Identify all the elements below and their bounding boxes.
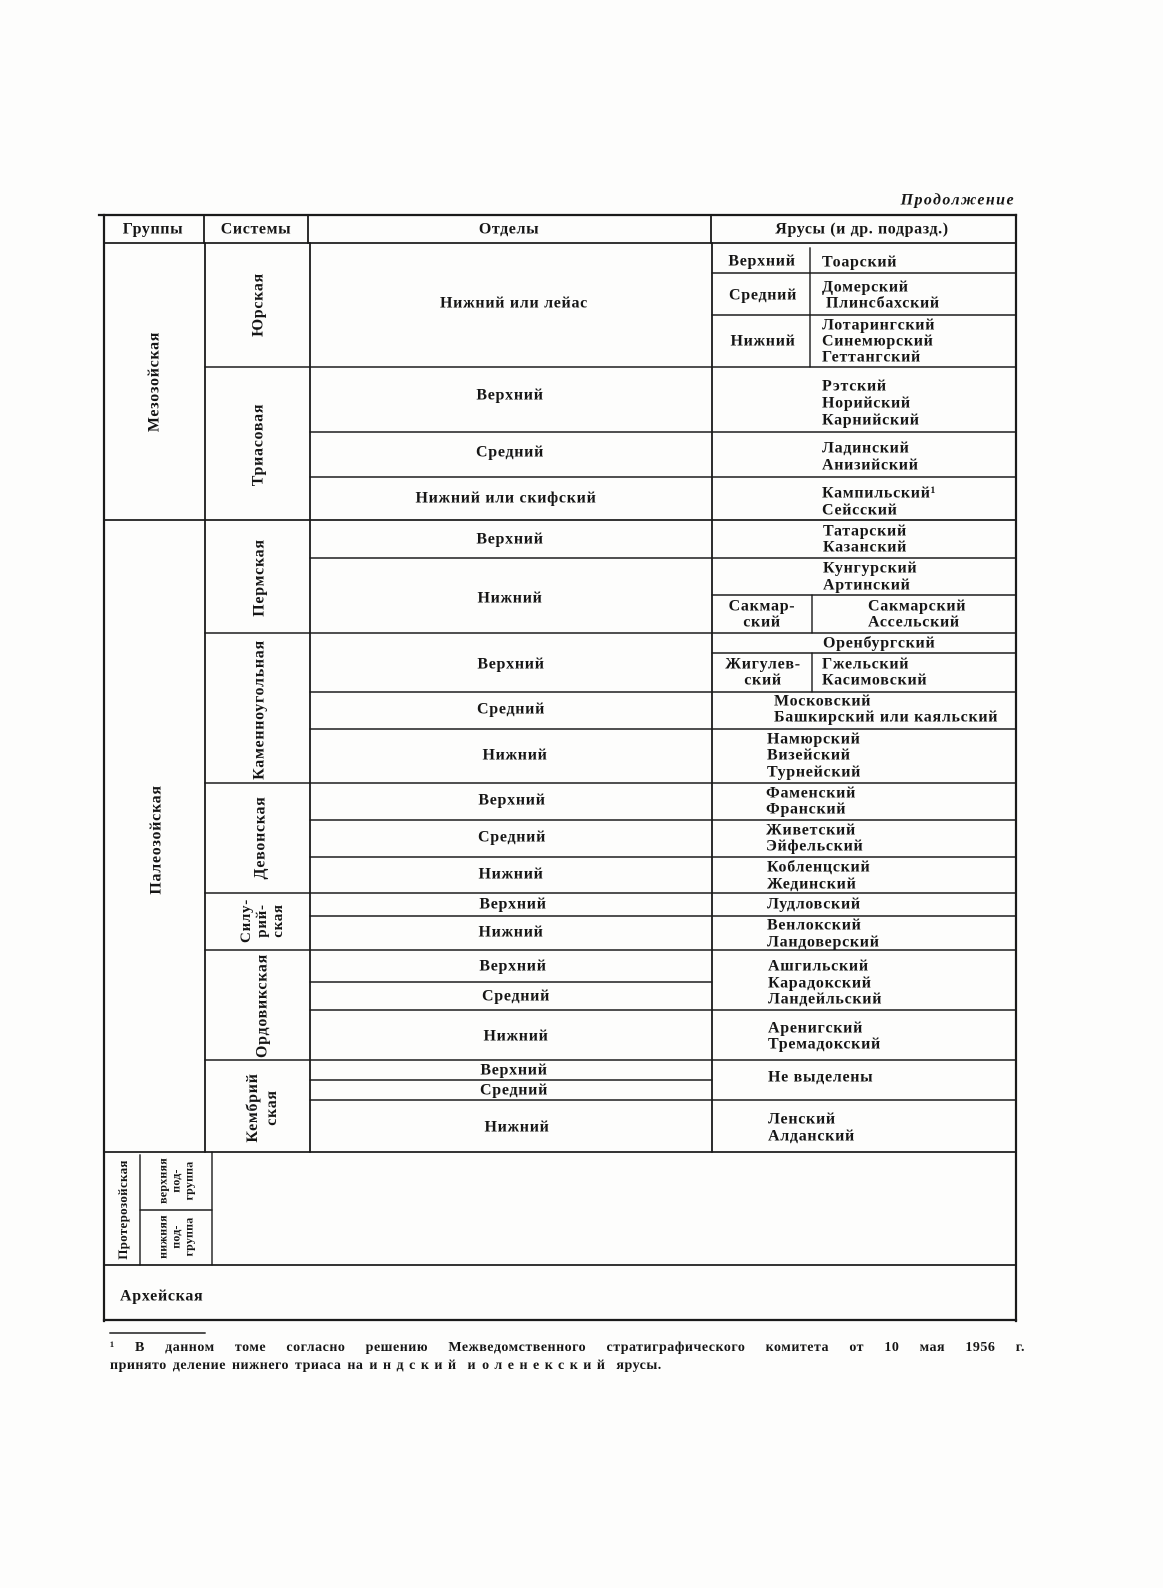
stage-name: Аренигский bbox=[768, 1019, 864, 1037]
division-jurassic-lower: Нижний или лейас bbox=[440, 294, 588, 312]
footnote-conjunction: и bbox=[461, 1358, 483, 1373]
division-ordovician-lower: Нижний bbox=[483, 1027, 549, 1045]
division-devonian-middle: Средний bbox=[478, 828, 546, 846]
group-paleozoic: Палеозойская bbox=[147, 785, 165, 895]
subdivision-label: Средний bbox=[729, 286, 797, 304]
stage-name: Московский bbox=[774, 692, 872, 710]
division-cambrian-lower: Нижний bbox=[484, 1118, 550, 1136]
division-ordovician-upper: Верхний bbox=[479, 957, 547, 975]
system-silurian-line: Силу- bbox=[238, 899, 254, 943]
stage-name: Венлокский bbox=[767, 916, 862, 934]
system-silurian bbox=[238, 899, 286, 943]
division-carboniferous-upper: Верхний bbox=[477, 655, 545, 673]
division-triassic-lower: Нижний или скифский bbox=[415, 489, 597, 507]
stage-name: Гжельский bbox=[822, 655, 910, 673]
stage-name: Фаменский bbox=[766, 784, 857, 802]
subdivision-label: ский bbox=[743, 613, 781, 631]
stage-name: Артинский bbox=[823, 576, 911, 594]
footnote-stage-olenekian: оленекский bbox=[482, 1358, 611, 1373]
stage-name: Ладинский bbox=[822, 439, 910, 457]
system-jurassic: Юрская bbox=[249, 273, 267, 337]
system-permian: Пермская bbox=[250, 539, 268, 617]
stage-name: Сейсский bbox=[822, 501, 898, 519]
system-devonian: Девонская bbox=[251, 796, 269, 880]
stage-name: Рэтский bbox=[822, 377, 887, 395]
stage-name: Карадокский bbox=[768, 974, 872, 992]
stage-name: Оренбургский bbox=[823, 634, 936, 652]
subgroup-lower-line: группа bbox=[181, 1217, 196, 1257]
system-cambrian bbox=[243, 1073, 281, 1142]
division-carboniferous-lower: Нижний bbox=[482, 746, 548, 764]
subdivision-label: Верхний bbox=[728, 252, 796, 270]
subgroup-lower-line: под- bbox=[168, 1225, 183, 1249]
division-triassic-upper: Верхний bbox=[476, 386, 544, 404]
continuation-label: Продолжение bbox=[900, 191, 1015, 209]
stage-name: Ландоверский bbox=[767, 933, 880, 951]
stage-name: Эйфельский bbox=[766, 837, 864, 855]
division-triassic-middle: Средний bbox=[476, 443, 544, 461]
subgroup-upper-line: группа bbox=[181, 1161, 196, 1201]
division-cambrian-upper: Верхний bbox=[480, 1061, 548, 1079]
footnote-line-2 bbox=[110, 1358, 662, 1374]
system-triassic: Триасовая bbox=[249, 403, 267, 487]
stage-name: Не выделены bbox=[768, 1068, 874, 1086]
footnote-text-suffix: ярусы. bbox=[610, 1358, 662, 1373]
footnote-marker: ¹ bbox=[110, 1340, 115, 1355]
footnote-stage-indian: индский bbox=[369, 1358, 462, 1373]
stage-name: Франский bbox=[766, 800, 847, 818]
stage-name: Кунгурский bbox=[823, 559, 918, 577]
stage-name: Кампильский¹ bbox=[822, 484, 937, 502]
subdivision-label: ский bbox=[744, 671, 782, 689]
stage-name: Визейский bbox=[767, 746, 851, 764]
stage-name: Лудловский bbox=[767, 895, 861, 913]
stage-name: Лотарингский bbox=[822, 316, 936, 334]
stage-name: Ашгильский bbox=[768, 957, 869, 975]
stage-name: Ландейльский bbox=[768, 990, 883, 1008]
division-permian-upper: Верхний bbox=[476, 530, 544, 548]
subgroup-lower-line: нижняя bbox=[155, 1215, 170, 1259]
system-carboniferous: Каменноугольная bbox=[250, 640, 268, 780]
division-silurian-lower: Нижний bbox=[478, 923, 544, 941]
stage-name: Ленский bbox=[768, 1110, 836, 1128]
stage-name: Домерский bbox=[822, 278, 909, 296]
subdivision-label: Жигулев- bbox=[725, 655, 801, 673]
system-ordovician: Ордовикская bbox=[253, 954, 271, 1058]
division-permian-lower: Нижний bbox=[477, 589, 543, 607]
stage-name: Синемюрский bbox=[822, 332, 934, 350]
footnote-text: В данном томе согласно решению Межведомственного стратиграфического комитета от 10 мая 1956 г. bbox=[135, 1340, 1025, 1355]
header-systems: Системы bbox=[220, 220, 292, 238]
group-mesozoic: Мезозойская bbox=[145, 331, 163, 433]
division-carboniferous-middle: Средний bbox=[477, 700, 545, 718]
stage-name: Казанский bbox=[823, 538, 908, 556]
stage-name: Ассельский bbox=[868, 613, 960, 631]
system-cambrian-line: ская bbox=[263, 1090, 280, 1126]
stage-name: Татарский bbox=[823, 522, 907, 540]
subgroup-lower bbox=[157, 1215, 196, 1259]
footnote-text-prefix: принято деление нижнего триаса на bbox=[110, 1358, 370, 1373]
subgroup-upper-line: верхняя bbox=[155, 1158, 170, 1204]
stage-name: Анизийский bbox=[822, 456, 919, 474]
stage-name: Норийский bbox=[822, 394, 911, 412]
header-stages: Ярусы (и др. подразд.) bbox=[775, 220, 949, 238]
division-cambrian-middle: Средний bbox=[480, 1081, 548, 1099]
subgroup-upper bbox=[157, 1158, 196, 1204]
stage-name: Намюрский bbox=[767, 730, 861, 748]
system-cambrian-line: Кембрий bbox=[244, 1073, 261, 1143]
stage-name: Жединский bbox=[767, 875, 857, 893]
table-column-rules bbox=[205, 243, 712, 1152]
footnote-line-1 bbox=[110, 1340, 1025, 1356]
header-divisions: Отделы bbox=[478, 220, 540, 238]
subdivision-label: Сакмар- bbox=[728, 597, 796, 615]
stage-name: Кобленцский bbox=[767, 858, 871, 876]
stage-name: Алданский bbox=[768, 1127, 855, 1145]
stage-name: Сакмарский bbox=[868, 597, 967, 615]
subdivision-label: Нижний bbox=[730, 332, 796, 350]
group-archean: Архейская bbox=[120, 1287, 204, 1305]
subgroup-upper-line: под- bbox=[168, 1169, 183, 1193]
stage-name: Башкирский или каяльский bbox=[774, 708, 999, 726]
division-silurian-upper: Верхний bbox=[479, 895, 547, 913]
table-division-rules bbox=[310, 432, 1016, 1100]
division-devonian-lower: Нижний bbox=[478, 865, 544, 883]
stage-name: Живетский bbox=[766, 821, 856, 839]
division-ordovician-middle: Средний bbox=[482, 987, 550, 1005]
stage-name: Тоарский bbox=[822, 253, 898, 271]
stage-name: Геттангский bbox=[822, 348, 921, 366]
division-devonian-upper: Верхний bbox=[478, 791, 546, 809]
header-groups: Группы bbox=[122, 220, 184, 238]
system-silurian-line: ская bbox=[270, 904, 286, 938]
stage-name: Карнийский bbox=[822, 411, 920, 429]
group-proterozoic: Протерозойская bbox=[115, 1160, 130, 1260]
stage-name: Плинсбахский bbox=[826, 294, 940, 312]
stage-name: Турнейский bbox=[767, 763, 862, 781]
stage-name: Тремадокский bbox=[768, 1035, 881, 1053]
stage-name: Касимовский bbox=[822, 671, 928, 689]
system-silurian-line: рий- bbox=[254, 904, 270, 938]
